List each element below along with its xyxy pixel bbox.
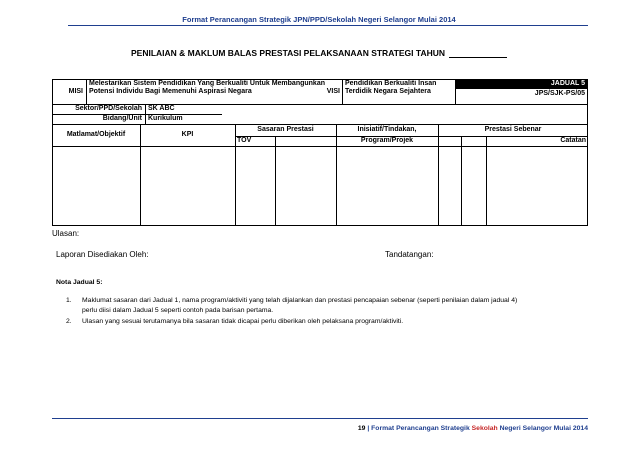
note-1-line-2: perlu diisi dalam Jadual 5 seperti contoh pada barisan pertama.	[82, 307, 274, 314]
col-inisiatif-header-2: Program/Projek	[360, 137, 414, 144]
note-2-number: 2.	[66, 318, 72, 325]
page-title-text: PENILAIAN & MAKLUM BALAS PRESTASI PELAKSANAAN STRATEGI TAHUN	[130, 48, 446, 58]
table-rule	[86, 79, 87, 104]
table-rule	[275, 136, 276, 226]
evaluation-table	[52, 79, 588, 226]
col-catatan-header: Catatan	[560, 137, 586, 144]
footer-text-b: Negeri Selangor Mulai 2014	[499, 425, 588, 432]
visi-text: Pendidikan Berkualiti Insan Terdidik Negara Sejahtera	[345, 79, 437, 95]
note-1-number: 1.	[66, 297, 72, 304]
tandatangan-label: Tandatangan:	[385, 250, 434, 259]
header-rule	[68, 25, 588, 26]
notes-title: Nota Jadual 5:	[56, 279, 103, 286]
sektor-value: SK ABC	[148, 105, 175, 112]
table-rule	[145, 104, 146, 124]
table-rule	[235, 124, 236, 226]
misi-text: Melestarikan Sistem Pendidikan Yang Berkualiti Untuk Membangunkan Potensi Individu Bagi Memenuhi Aspirasi Negara	[89, 79, 325, 95]
laporan-label: Laporan Disediakan Oleh:	[56, 250, 149, 259]
page-footer	[358, 425, 588, 432]
table-rule	[342, 79, 343, 104]
col-inisiatif-header: Inisiatif/Tindakan,	[357, 126, 417, 133]
table-rule	[455, 88, 588, 89]
footer-text-sekolah: Sekolah	[471, 425, 498, 432]
footer-text-a: Format Perancangan Strategik	[371, 425, 470, 432]
note-2-line-1: Ulasan yang sesuai terutamanya bila sasaran tidak dicapai perlu diberikan oleh pelaksana program/aktiviti.	[82, 318, 404, 325]
table-rule	[461, 136, 462, 226]
page-title	[0, 48, 638, 58]
footer-rule	[52, 418, 588, 419]
table-rule	[52, 146, 588, 147]
form-code: JPS/SJK-PS/05	[534, 90, 585, 97]
running-header: Format Perancangan Strategik JPN/PPD/Sekolah Negeri Selangor Mulai 2014	[182, 15, 456, 24]
footer-separator: |	[367, 425, 370, 432]
table-rule	[52, 124, 588, 125]
col-kpi-header: KPI	[181, 131, 194, 138]
page-number: 19	[357, 425, 366, 432]
year-blank	[449, 56, 507, 58]
misi-label: MISI	[68, 88, 83, 95]
table-rule	[486, 136, 487, 226]
col-prestasi-header: Prestasi Sebenar	[484, 126, 542, 133]
note-1-line-1: Maklumat sasaran dari Jadual 1, nama program/aktiviti yang telah dijalankan dan prestasi pencapaian sebenar (seperti penilaian dalam jadual 4)	[82, 297, 518, 304]
col-sasaran-header: Sasaran Prestasi	[257, 126, 314, 133]
ulasan-label: Ulasan:	[52, 229, 80, 238]
col-matlamat-header: Matlamat/Objektif	[66, 131, 126, 138]
table-rule	[438, 124, 439, 226]
jadual-badge: JADUAL 5	[455, 79, 588, 88]
bidang-value: Kurikulum	[148, 115, 183, 122]
sektor-label: Sektor/PPD/Sekolah	[75, 105, 142, 112]
col-tov-header: TOV	[237, 137, 252, 144]
visi-label: VISI	[326, 88, 340, 95]
bidang-label: Bidang/Unit	[102, 115, 142, 122]
